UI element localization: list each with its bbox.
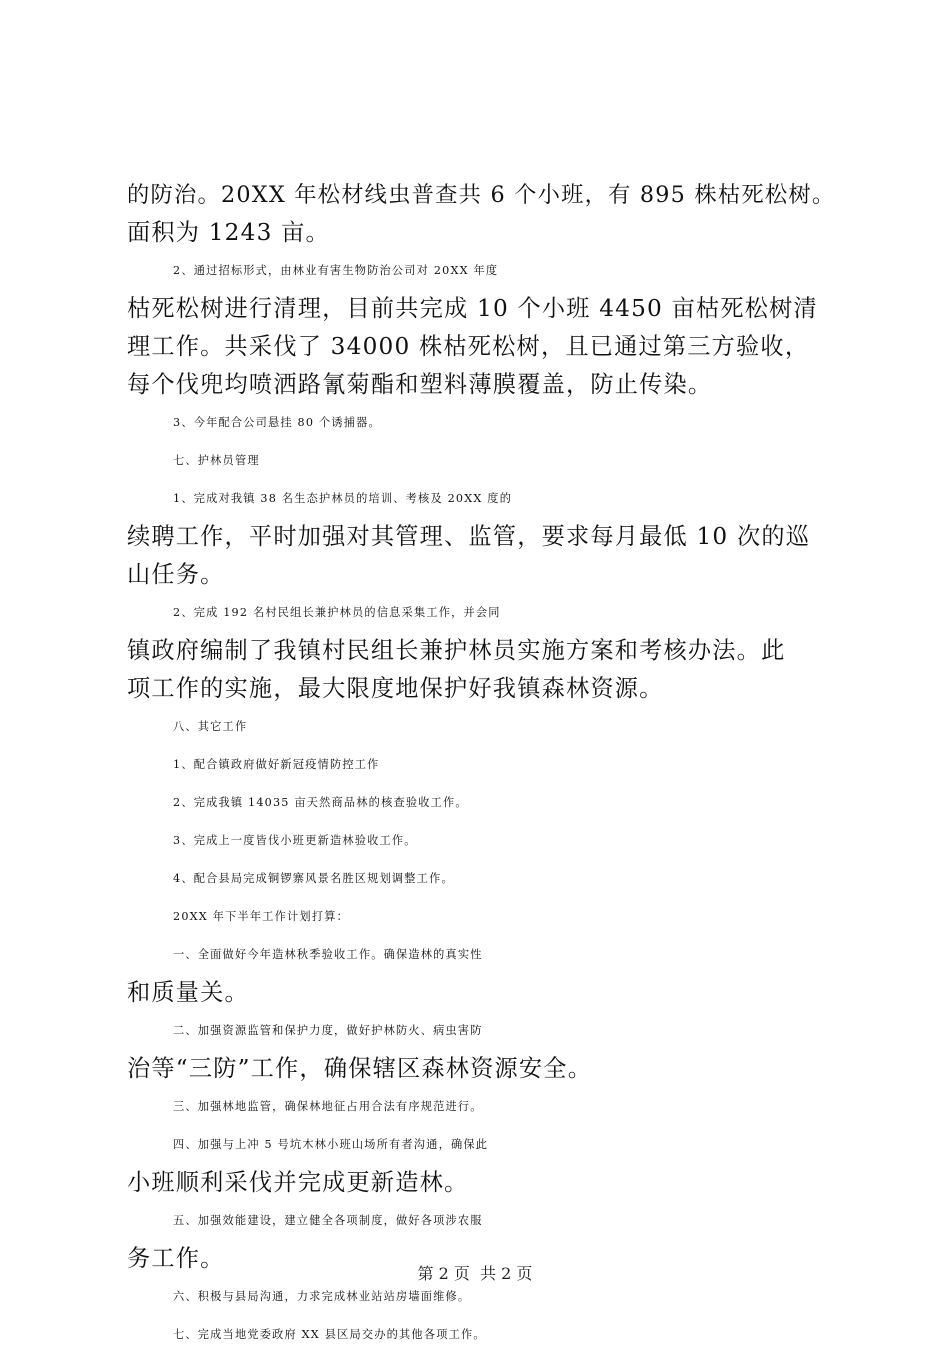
text-line: 一、全面做好今年造林秋季验收工作。确保造林的真实性 — [173, 948, 483, 961]
page-footer: 第 2 页 共 2 页 — [417, 1264, 533, 1283]
text-line: 3、完成上一度皆伐小班更新造林验收工作。 — [173, 834, 417, 847]
text-line: 项工作的实施，最大限度地保护好我镇森林资源。 — [127, 675, 664, 702]
text-line: 1、完成对我镇 38 名生态护林员的培训、考核及 20XX 度的 — [173, 492, 513, 505]
text-line: 七、完成当地党委政府 XX 县区局交办的其他各项工作。 — [173, 1328, 486, 1341]
text-line: 务工作。 — [127, 1245, 225, 1272]
text-line: 理工作。共采伐了 34000 株枯死松树，且已通过第三方验收， — [127, 333, 810, 360]
text-line: 2、完成我镇 14035 亩天然商品林的核查验收工作。 — [173, 796, 468, 809]
text-line: 的防治。20XX 年松材线虫普查共 6 个小班，有 895 株枯死松树。 — [127, 182, 836, 208]
text-line: 七、护林员管理 — [173, 454, 260, 467]
text-line: 枯死松树进行清理，目前共完成 10 个小班 4450 亩枯死松树清 — [127, 295, 818, 322]
text-line: 镇政府编制了我镇村民组长兼护林员实施方案和考核办法。此 — [127, 637, 786, 664]
text-line: 续聘工作，平时加强对其管理、监管，要求每月最低 10 次的巡 — [127, 523, 811, 550]
text-line: 2、完成 192 名村民组长兼护林员的信息采集工作，并会同 — [173, 606, 501, 619]
text-line: 山任务。 — [127, 561, 225, 588]
text-line: 20XX 年下半年工作计划打算： — [173, 910, 349, 923]
text-line: 六、积极与县局沟通，力求完成林业站站房墙面维修。 — [173, 1290, 471, 1303]
text-line: 面积为 1243 亩。 — [127, 219, 330, 246]
text-line: 3、今年配合公司悬挂 80 个诱捕器。 — [173, 416, 381, 429]
text-line: 治等“三防”工作，确保辖区森林资源安全。 — [127, 1055, 593, 1082]
text-line: 三、加强林地监管，确保林地征占用合法有序规范进行。 — [173, 1100, 483, 1113]
text-line: 2、通过招标形式，由林业有害生物防治公司对 20XX 年度 — [173, 264, 499, 277]
text-line: 4、配合县局完成铜锣寨风景名胜区规划调整工作。 — [173, 872, 454, 885]
text-line: 每个伐兜均喷洒路氰菊酯和塑料薄膜覆盖，防止传染。 — [127, 371, 713, 398]
text-line: 1、配合镇政府做好新冠疫情防控工作 — [173, 758, 380, 771]
text-line: 和质量关。 — [127, 979, 249, 1006]
document-body — [127, 176, 842, 1354]
text-line: 小班顺利采伐并完成更新造林。 — [127, 1169, 469, 1196]
text-line: 二、加强资源监管和保护力度，做好护林防火、病虫害防 — [173, 1024, 483, 1037]
text-line: 八、其它工作 — [173, 720, 248, 733]
text-line: 四、加强与上冲 5 号坑木林小班山场所有者沟通，确保此 — [173, 1138, 489, 1151]
text-line: 五、加强效能建设，建立健全各项制度，做好各项涉农服 — [173, 1214, 483, 1227]
